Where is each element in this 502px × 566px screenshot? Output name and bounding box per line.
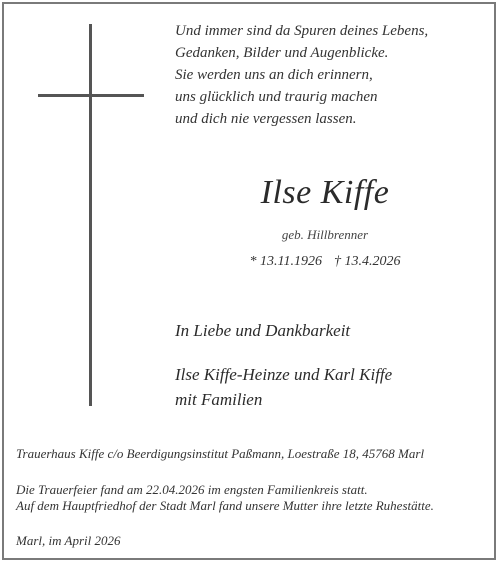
- poem-line: und dich nie vergessen lassen.: [175, 111, 357, 127]
- closing-phrase: In Liebe und Dankbarkeit: [175, 321, 351, 340]
- birth-date: * 13.11.1926: [249, 254, 322, 269]
- memorial-poem: [175, 20, 485, 130]
- life-dates: [160, 253, 490, 271]
- poem-line: Und immer sind da Spuren deines Lebens,: [175, 23, 429, 39]
- ceremony-line: Auf dem Hauptfriedhof der Stadt Marl fand unsere Mutter ihre letzte Ruhestätte.: [16, 498, 434, 513]
- mourning-house-address: Trauerhaus Kiffe c/o Beerdigungsinstitut Paßmann, Loestraße 18, 45768 Marl: [16, 446, 425, 461]
- place-and-date: Marl, im April 2026: [16, 533, 121, 548]
- poem-line: Gedanken, Bilder und Augenblicke.: [175, 45, 389, 61]
- birth-name: geb. Hillbrenner: [281, 227, 369, 242]
- mourners-line: mit Familien: [175, 390, 263, 409]
- poem-line: Sie werden uns an dich erinnern,: [175, 67, 373, 83]
- death-date: † 13.4.2026: [333, 254, 401, 269]
- mourners-line: Ilse Kiffe-Heinze und Karl Kiffe: [175, 365, 393, 384]
- cross-icon-vertical-bar: [89, 24, 92, 406]
- ceremony-line: Die Trauerfeier fand am 22.04.2026 im engsten Familienkreis statt.: [16, 482, 368, 497]
- ceremony-notice: [16, 482, 492, 514]
- mourners: [175, 362, 392, 412]
- poem-line: uns glücklich und traurig machen: [175, 89, 378, 105]
- deceased-name: Ilse Kiffe: [260, 174, 390, 211]
- cross-icon-horizontal-bar: [38, 94, 144, 97]
